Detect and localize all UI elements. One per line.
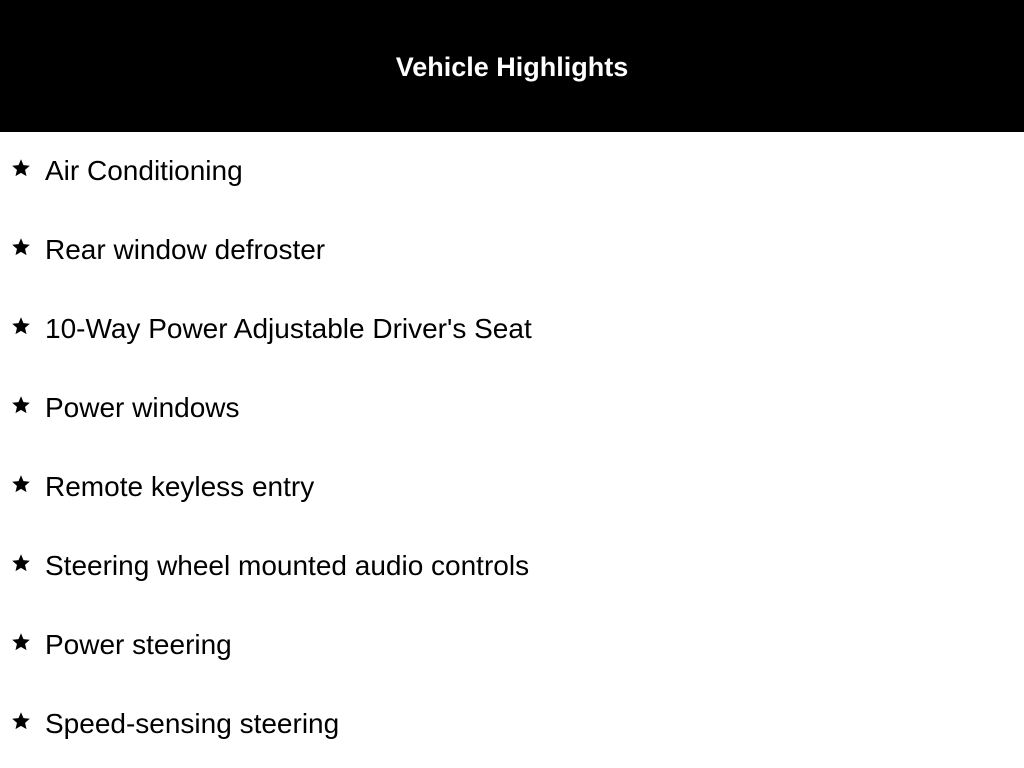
page-title: Vehicle Highlights	[395, 51, 629, 82]
star-icon	[10, 394, 32, 416]
star-icon	[10, 157, 32, 179]
list-item-label: Remote keyless entry	[45, 471, 315, 502]
star-icon	[10, 315, 32, 337]
list-item-label: Air Conditioning	[45, 155, 243, 186]
list-item	[0, 448, 1024, 527]
highlights-list	[0, 132, 1024, 764]
list-item-label: Speed-sensing steering	[45, 708, 340, 739]
list-item-label: Steering wheel mounted audio controls	[45, 550, 530, 581]
list-item	[0, 606, 1024, 685]
list-item	[0, 132, 1024, 211]
star-icon	[10, 473, 32, 495]
list-item	[0, 290, 1024, 369]
list-item-label: Power steering	[45, 629, 232, 660]
page-header	[0, 0, 1024, 132]
list-item	[0, 685, 1024, 764]
star-icon	[10, 631, 32, 653]
star-icon	[10, 552, 32, 574]
list-item-label: Power windows	[45, 392, 240, 423]
star-icon	[10, 710, 32, 732]
star-icon	[10, 236, 32, 258]
list-item-label: 10-Way Power Adjustable Driver's Seat	[45, 313, 532, 344]
list-item-label: Rear window defroster	[45, 234, 326, 265]
list-item	[0, 527, 1024, 606]
list-item	[0, 211, 1024, 290]
list-item	[0, 369, 1024, 448]
